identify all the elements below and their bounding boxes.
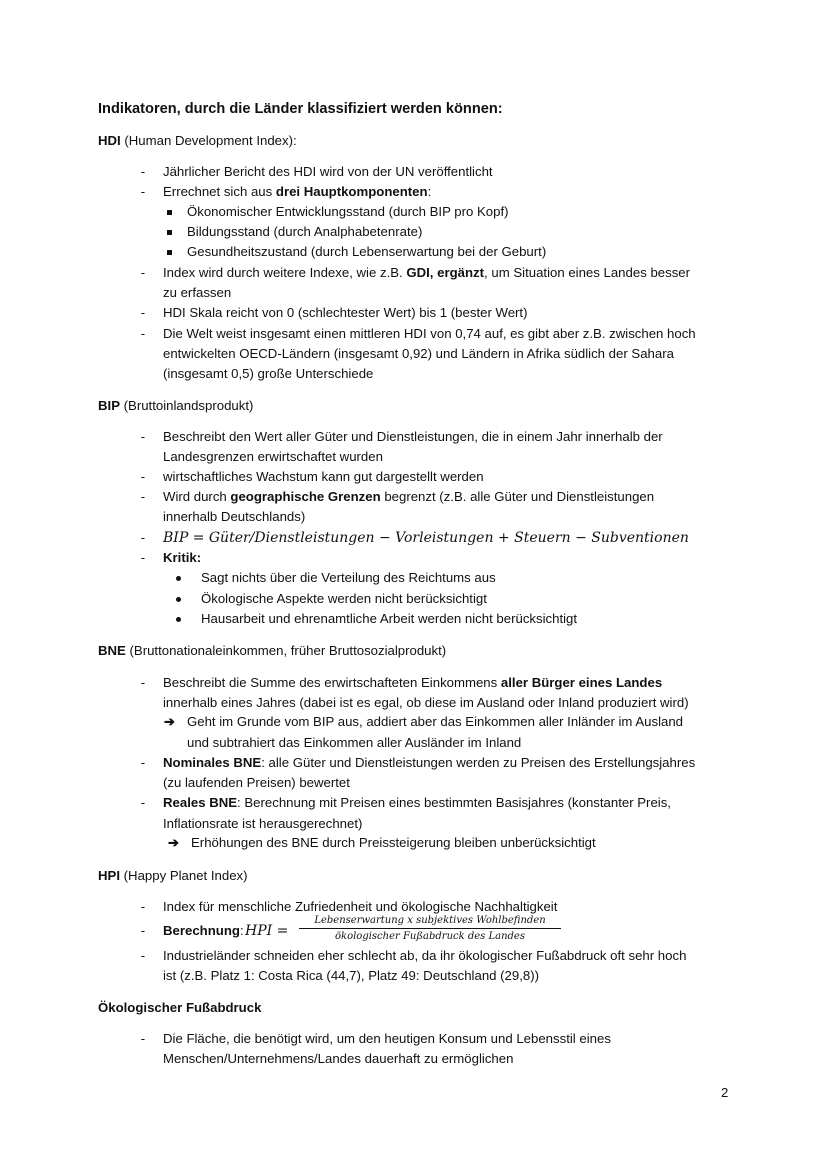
bne-arrow-2: Erhöhungen des BNE durch Preissteigerung bleiben unberücksichtigt xyxy=(191,835,596,850)
hpi-line-3a: Industrieländer schneiden eher schlecht ab, da ihr ökologischer Fußabdruck oft sehr hoch xyxy=(163,948,687,963)
hpi-heading-bold: HPI xyxy=(98,868,120,883)
bne-heading-rest: (Bruttonationaleinkommen, früher Bruttosozialprodukt) xyxy=(125,643,447,658)
dash-bullet: - xyxy=(140,305,146,320)
dash-bullet: - xyxy=(140,899,146,914)
dash-bullet: - xyxy=(140,948,146,963)
dash-bullet: - xyxy=(140,1031,146,1046)
bne-line-3b: Inflationsrate ist herausgerechnet) xyxy=(163,816,363,831)
bne-line-3-post: : Berechnung mit Preisen eines bestimmten Basisjahres (konstanter Preis, xyxy=(237,795,671,810)
hpi-line-3b: ist (z.B. Platz 1: Costa Rica (44,7), Platz 49: Deutschland (29,8)) xyxy=(163,968,539,983)
dash-bullet: - xyxy=(140,675,146,690)
dash-bullet: - xyxy=(140,265,146,280)
hdi-heading xyxy=(98,131,297,151)
dash-bullet: - xyxy=(140,530,146,545)
bip-heading xyxy=(98,396,253,416)
dash-bullet: - xyxy=(140,489,146,504)
round-bullet-icon xyxy=(176,617,181,622)
bip-line-3-bold: geographische Grenzen xyxy=(230,489,381,504)
bip-formula: BIP = Güter/Dienstleistungen − Vorleistungen + Steuern − Subventionen xyxy=(163,530,689,546)
hdi-line-3-pre: Index wird durch weitere Indexe, wie z.B. xyxy=(163,265,407,280)
hdi-line-3-post: , um Situation eines Landes besser xyxy=(484,265,691,280)
hpi-heading-rest: (Happy Planet Index) xyxy=(119,868,248,883)
bne-heading xyxy=(98,641,446,661)
fraction-bar xyxy=(299,928,561,929)
hpi-line-1: Index für menschliche Zufriedenheit und ökologische Nachhaltigkeit xyxy=(163,899,558,914)
bip-kritik-2: Ökologische Aspekte werden nicht berücksichtigt xyxy=(201,591,487,606)
hdi-heading-bold: HDI xyxy=(98,133,121,148)
hdi-sub-1: Ökonomischer Entwicklungsstand (durch BIP pro Kopf) xyxy=(187,204,509,219)
dash-bullet: - xyxy=(140,923,146,938)
hdi-line-3 xyxy=(163,263,690,283)
hdi-heading-rest: (Human Development Index): xyxy=(120,133,297,148)
hdi-line-2-bold: drei Hauptkomponenten xyxy=(275,184,428,199)
arrow-right-icon: ➔ xyxy=(164,714,175,729)
page-title: Indikatoren, durch die Länder klassifiziert werden können: xyxy=(98,101,503,117)
bne-line-3-bold: Reales BNE xyxy=(163,795,238,810)
round-bullet-icon xyxy=(176,576,181,581)
dash-bullet: - xyxy=(140,550,146,565)
bip-kritik-3: Hausarbeit und ehrenamtliche Arbeit werden nicht berücksichtigt xyxy=(201,611,578,626)
hdi-line-2-pre: Errechnet sich aus xyxy=(163,184,276,199)
bne-line-2-post: : alle Güter und Dienstleistungen werden zu Preisen des Erstellungsjahres xyxy=(261,755,696,770)
hpi-formula-numerator: Lebenserwartung x subjektives Wohlbefinden xyxy=(314,915,546,926)
hpi-line-2 xyxy=(163,921,244,941)
bne-line-2-bold: Nominales BNE xyxy=(163,755,262,770)
hpi-formula-lhs: HPI = xyxy=(245,923,289,939)
bip-heading-bold: BIP xyxy=(98,398,120,413)
bne-line-1-pre: Beschreibt die Summe des erwirtschafteten Einkommens xyxy=(163,675,501,690)
bip-line-3 xyxy=(163,487,654,507)
hdi-line-2 xyxy=(163,182,431,202)
hpi-formula-denominator: ökologischer Fußabdruck des Landes xyxy=(335,931,525,942)
bne-line-2 xyxy=(163,753,695,773)
round-bullet-icon xyxy=(176,597,181,602)
hdi-sub-3: Gesundheitszustand (durch Lebenserwartung bei der Geburt) xyxy=(187,244,547,259)
bip-heading-rest: (Bruttoinlandsprodukt) xyxy=(119,398,254,413)
page-number: 2 xyxy=(721,1085,729,1100)
dash-bullet: - xyxy=(140,326,146,341)
bip-line-1a: Beschreibt den Wert aller Güter und Dienstleistungen, die in einem Jahr innerhalb der xyxy=(163,429,663,444)
fussabdruck-heading: Ökologischer Fußabdruck xyxy=(98,1000,262,1015)
hpi-heading xyxy=(98,866,248,886)
dash-bullet: - xyxy=(140,795,146,810)
hdi-line-5b: entwickelten OECD-Ländern (insgesamt 0,92) und Ländern in Afrika südlich der Sahara xyxy=(163,346,674,361)
bne-arrow-1b: und subtrahiert das Einkommen aller Ausländer im Inland xyxy=(187,735,522,750)
hpi-formula-fraction xyxy=(299,914,561,943)
bip-kritik-label: Kritik: xyxy=(163,550,202,565)
fussabdruck-line-1a: Die Fläche, die benötigt wird, um den heutigen Konsum und Lebensstil eines xyxy=(163,1031,611,1046)
bne-line-1-bold: aller Bürger eines Landes xyxy=(500,675,663,690)
arrow-right-icon: ➔ xyxy=(168,835,179,850)
bip-kritik-1: Sagt nichts über die Verteilung des Reichtums aus xyxy=(201,570,496,585)
bip-line-3-post: begrenzt (z.B. alle Güter und Dienstleistungen xyxy=(380,489,655,504)
hdi-line-5a: Die Welt weist insgesamt einen mittleren HDI von 0,74 auf, es gibt aber z.B. zwischen hoch xyxy=(163,326,696,341)
hdi-line-4: HDI Skala reicht von 0 (schlechtester Wert) bis 1 (bester Wert) xyxy=(163,305,528,320)
dash-bullet: - xyxy=(140,164,146,179)
bne-heading-bold: BNE xyxy=(98,643,126,658)
bne-line-1b: innerhalb eines Jahres (dabei ist es egal, ob diese im Ausland oder Inland produziert wird) xyxy=(163,695,689,710)
hdi-line-2-post: : xyxy=(427,184,432,199)
bip-line-2: wirtschaftliches Wachstum kann gut dargestellt werden xyxy=(163,469,484,484)
dash-bullet: - xyxy=(140,429,146,444)
hdi-line-3-bold: GDI, ergänzt xyxy=(406,265,485,280)
square-bullet-icon xyxy=(167,250,172,255)
square-bullet-icon xyxy=(167,230,172,235)
hdi-sub-2: Bildungsstand (durch Analphabetenrate) xyxy=(187,224,423,239)
square-bullet-icon xyxy=(167,210,172,215)
bip-line-3b: innerhalb Deutschlands) xyxy=(163,509,306,524)
hdi-line-3b: zu erfassen xyxy=(163,285,232,300)
bip-line-1b: Landesgrenzen erwirtschaftet wurden xyxy=(163,449,383,464)
hpi-line-2-bold: Berechnung xyxy=(163,923,240,938)
dash-bullet: - xyxy=(140,755,146,770)
fussabdruck-line-1b: Menschen/Unternehmens/Landes dauerhaft zu ermöglichen xyxy=(163,1051,514,1066)
bne-arrow-1a: Geht im Grunde vom BIP aus, addiert aber das Einkommen aller Inländer im Ausland xyxy=(187,714,684,729)
dash-bullet: - xyxy=(140,184,146,199)
hpi-line-2-post: : xyxy=(239,923,244,938)
hdi-line-1: Jährlicher Bericht des HDI wird von der UN veröffentlicht xyxy=(163,164,493,179)
bne-line-1 xyxy=(163,673,662,693)
bip-line-3-pre: Wird durch xyxy=(163,489,231,504)
dash-bullet: - xyxy=(140,469,146,484)
bne-line-3 xyxy=(163,793,671,813)
hdi-line-5c: (insgesamt 0,5) große Unterschiede xyxy=(163,366,374,381)
bne-line-2b: (zu laufenden Preisen) bewertet xyxy=(163,775,350,790)
